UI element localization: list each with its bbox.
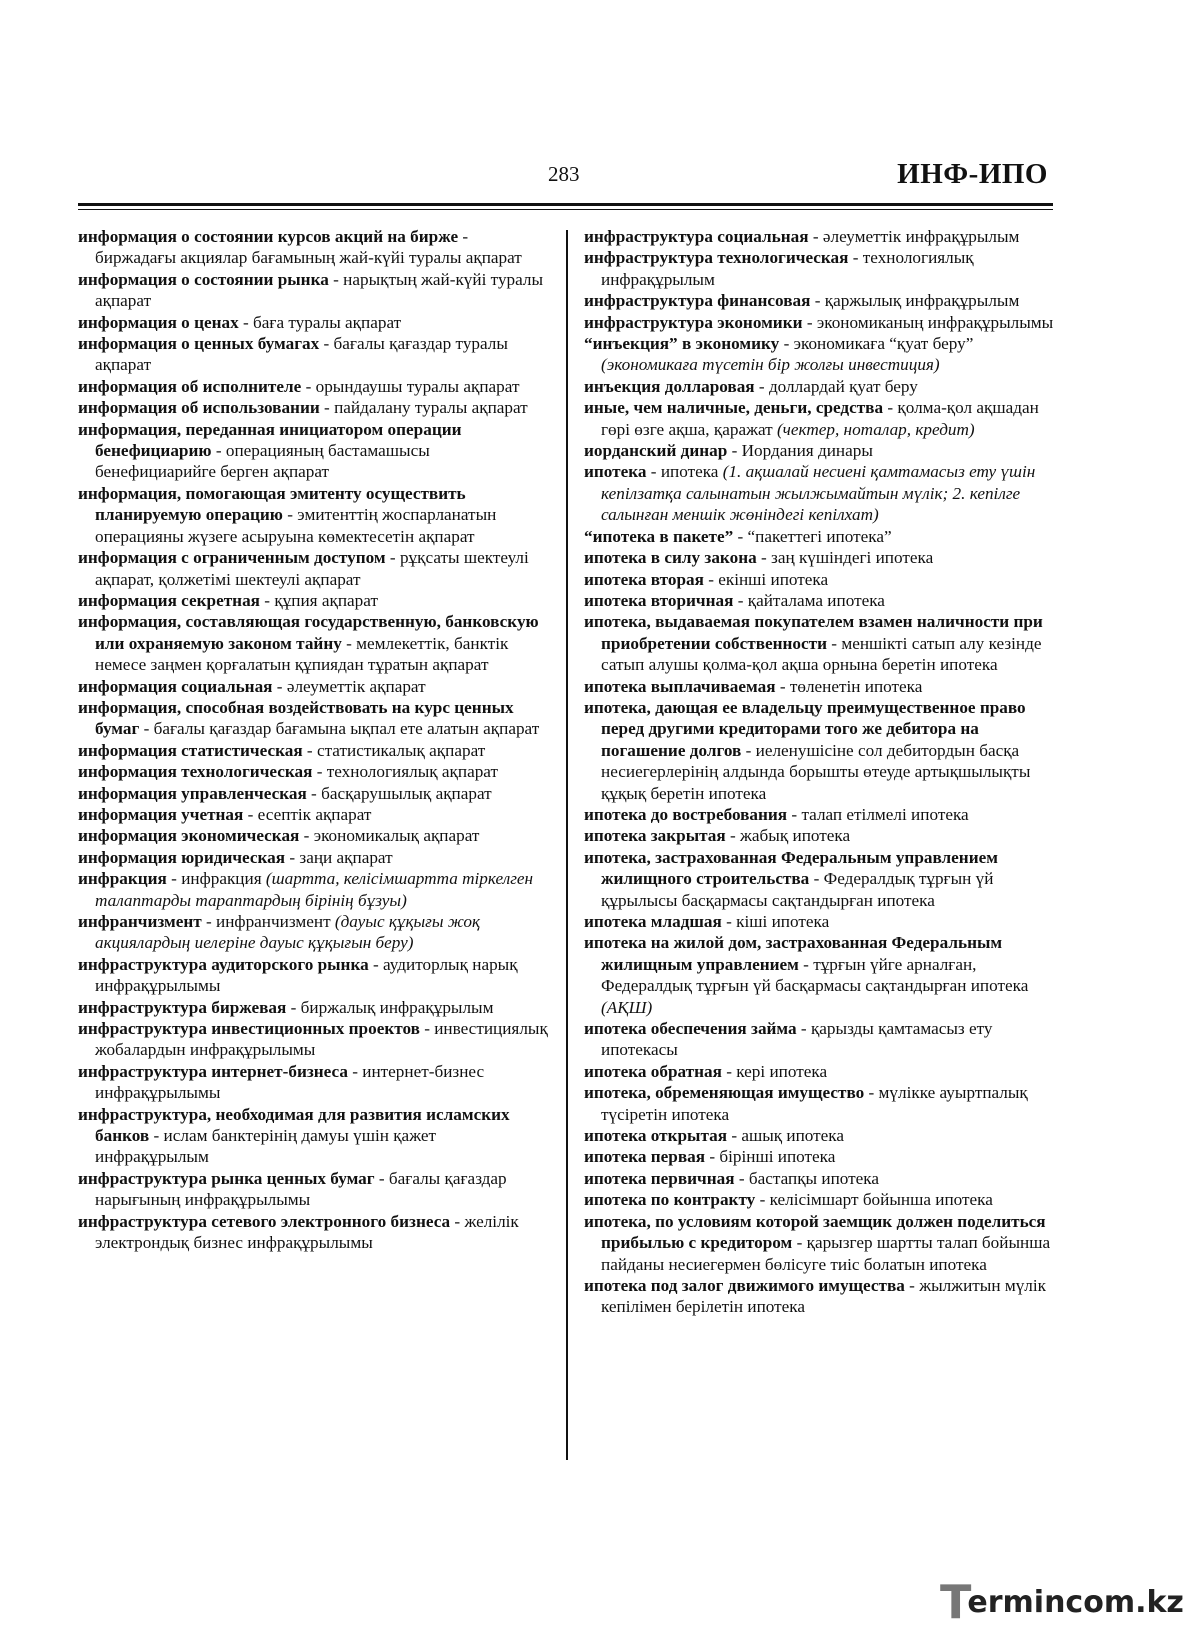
entry-separator: - — [721, 1061, 737, 1081]
entry-translation: қаржылық инфрақұрылым — [824, 291, 1020, 311]
entry-separator: - — [705, 1147, 720, 1167]
entry-translation: иеленушісіне сол дебитордын басқа несиегерлерінің алдында борышты өтеуде артықшылықты құқық беретін ипотека — [601, 740, 1031, 803]
entry-translation: бағалы қағаздар туралы ақпарат — [95, 334, 508, 375]
entry-separator: - — [419, 1019, 435, 1039]
entry-translation: келісімшарт бойынша ипотека — [769, 1190, 993, 1210]
entry-separator: - — [756, 548, 772, 568]
entry-translation: құпия ақпарат — [274, 590, 378, 610]
header-rule-thick — [78, 203, 1053, 206]
entry-term: “инъекция” в экономику — [584, 334, 780, 354]
entry-term: ипотека — [584, 462, 647, 482]
header-rule-thin — [78, 209, 1053, 210]
entry-separator: - — [374, 1168, 389, 1188]
dictionary-entry — [584, 1082, 1054, 1125]
entry-term: информация о ценных бумагах — [78, 334, 320, 354]
entry-separator: - — [301, 376, 316, 396]
entry-term: инфраструктура технологическая — [584, 248, 849, 268]
dictionary-entry — [78, 333, 548, 376]
entry-translation: инфранчизмент — [216, 912, 335, 931]
entry-translation: бастапқы ипотека — [748, 1168, 880, 1188]
column-divider — [566, 230, 568, 1460]
entry-separator: - — [808, 227, 823, 246]
dictionary-entry — [78, 269, 548, 312]
entry-separator: - — [306, 783, 322, 803]
dictionary-entry — [78, 419, 548, 483]
dictionary-entry — [78, 590, 548, 611]
entry-term: информация управленческая — [78, 783, 307, 803]
dictionary-entry — [584, 440, 1054, 461]
dictionary-entry — [584, 611, 1054, 675]
entry-translation: пайдалану туралы ақпарат — [334, 398, 528, 418]
dictionary-entry — [584, 911, 1054, 932]
dictionary-entry — [78, 697, 548, 740]
entry-separator: - — [848, 248, 863, 268]
entry-separator: - — [741, 740, 756, 760]
entry-note: (АҚШ) — [601, 997, 653, 1017]
entry-separator: - — [883, 398, 898, 418]
dictionary-entry — [584, 1125, 1054, 1146]
dictionary-entry — [584, 312, 1054, 333]
dictionary-entry — [78, 376, 548, 397]
dictionary-entry — [78, 1168, 548, 1211]
entry-translation: қайталама ипотека — [747, 590, 885, 610]
dictionary-entry — [78, 1018, 548, 1061]
entry-separator: - — [458, 227, 469, 246]
entry-separator: - — [149, 1126, 164, 1146]
entry-separator: - — [312, 762, 327, 782]
entry-term: ипотека первичная — [584, 1168, 735, 1188]
entry-separator: - — [798, 954, 814, 974]
entry-term: информация об исполнителе — [78, 376, 302, 396]
entry-separator: - — [299, 826, 314, 846]
entry-translation: доллардай қуат беру — [768, 376, 918, 396]
page-number: 283 — [548, 162, 580, 186]
entry-separator: - — [864, 1083, 879, 1103]
dictionary-entry — [584, 1168, 1054, 1189]
entry-translation: қарызгер шартты талап бойынша пайданы несиегермен бөлісуге тиіс болатын ипотека — [601, 1233, 1051, 1274]
dictionary-entry — [584, 333, 1054, 376]
entry-translation: Иордания динары — [741, 441, 873, 461]
entry-translation: екінші ипотека — [718, 569, 829, 589]
entry-separator: - — [727, 1126, 742, 1146]
entry-term: инъекция долларовая — [584, 376, 755, 396]
entry-translation: басқарушылық ақпарат — [321, 783, 492, 803]
entry-term: ипотека в силу закона — [584, 548, 757, 568]
entry-translation: экономикаға “қуат беру” — [793, 334, 974, 354]
entry-separator: - — [754, 376, 769, 396]
entry-note: (экономикаға түсетін бір жолғы инвестиция) — [601, 355, 940, 375]
entry-term: иные, чем наличные, деньги, средства — [584, 398, 884, 418]
dictionary-entry — [78, 911, 548, 954]
entry-term: инфраструктура экономики — [584, 312, 803, 332]
entry-term: ипотека, дающая ее владельцу преимущественное право перед другими кредиторами того же дебитора на погашение долгов — [584, 697, 1026, 760]
dictionary-entry — [78, 312, 548, 333]
entry-term: информация, способная воздействовать на курс ценных бумаг — [78, 697, 514, 739]
entry-term: ипотека обратная — [584, 1061, 722, 1081]
entry-separator: - — [238, 312, 254, 332]
entry-separator: - — [201, 912, 217, 931]
dictionary-entry — [584, 804, 1054, 825]
entry-term: ипотека закрытая — [584, 826, 726, 846]
dictionary-entry — [78, 483, 548, 547]
entry-term: инфраструктура рынка ценных бумаг — [78, 1168, 375, 1188]
entry-separator: - — [341, 633, 357, 653]
entry-translation: статистикалық ақпарат — [316, 740, 486, 760]
entry-translation: рұқсаты шектеулі ақпарат, қолжетімі шектеулі ақпарат — [95, 548, 529, 589]
entry-term: инфраструктура сетевого электронного бизнеса — [78, 1211, 451, 1231]
entry-term: ипотека, обременяющая имущество — [584, 1083, 865, 1103]
entry-separator: - — [725, 826, 741, 846]
entry-separator: - — [733, 526, 748, 546]
entry-translation: интернет-бизнес инфрақұрылымы — [95, 1061, 485, 1103]
entry-separator: - — [733, 590, 748, 610]
entry-translation: баға туралы ақпарат — [253, 312, 402, 332]
entry-translation: жылжитын мүлік кепілімен берілетін ипотека — [601, 1275, 1046, 1317]
entry-separator: - — [302, 740, 317, 760]
entry-translation: инфракция — [181, 869, 266, 889]
entry-translation: қолма-қол ақшадан гөрі өзге ақша, қаражат — [601, 398, 1039, 439]
entry-separator: - — [755, 1190, 770, 1210]
dictionary-entry — [584, 526, 1054, 547]
entry-term: информация о ценах — [78, 312, 239, 332]
dictionary-entry — [78, 783, 548, 804]
entry-term: “ипотека в пакете” — [584, 526, 734, 546]
dictionary-entry — [584, 825, 1054, 846]
entry-term: инфраструктура финансовая — [584, 291, 811, 311]
entry-translation: мемлекеттік, банктік немесе заңмен қорғалатын құпиядан тұратын ақпарат — [95, 633, 509, 675]
entry-separator: - — [810, 291, 825, 311]
entry-term: ипотека обеспечения займа — [584, 1019, 797, 1039]
entry-separator: - — [787, 804, 802, 824]
entry-translation: талап етілмелі ипотека — [801, 804, 969, 824]
entry-translation: мүлікке ауыртпалық түсіретін ипотека — [601, 1083, 1028, 1124]
entry-note: (дауыс құқығы жоқ акциялардың иелеріне дауыс құқығын беру) — [95, 912, 481, 953]
entry-separator: - — [827, 633, 842, 653]
entry-separator: - — [139, 719, 154, 739]
entry-translation: әлеуметтік ақпарат — [286, 676, 426, 696]
entry-separator: - — [319, 334, 334, 354]
entry-separator: - — [319, 398, 335, 418]
entry-term: инфраструктура интернет-бизнеса — [78, 1061, 348, 1081]
entry-translation: ашық ипотека — [741, 1126, 845, 1146]
entry-translation: “пакеттегі ипотека” — [747, 526, 892, 546]
entry-separator: - — [347, 1061, 363, 1081]
entry-term: информация технологическая — [78, 762, 313, 782]
logo-mark: T — [940, 1575, 972, 1629]
entry-separator: - — [721, 912, 737, 931]
entry-term: информация учетная — [78, 804, 244, 824]
entry-translation: қарызды қамтамасыз ету ипотекасы — [601, 1019, 993, 1060]
entry-separator: - — [259, 590, 275, 610]
entry-separator: - — [282, 505, 298, 525]
entry-translation: ислам банктерінің дамуы үшін қажет инфрақұрылым — [95, 1126, 436, 1167]
entry-term: информация юридическая — [78, 847, 286, 867]
entry-term: инфраструктура социальная — [584, 227, 809, 246]
entry-term: ипотека до востребования — [584, 804, 788, 824]
entry-translation: биржадағы акциялар бағамының жай-күйі туралы ақпарат — [95, 248, 522, 268]
entry-translation: әлеуметтік инфрақұрылым — [822, 227, 1020, 246]
dictionary-entry — [584, 1189, 1054, 1210]
entry-term: ипотека на жилой дом, застрахованная Федеральным жилищным управлением — [584, 933, 1003, 974]
entry-separator: - — [368, 954, 384, 974]
entry-note: (1. ақшалай несиені қамтамасыз ету үшін кепілзатқа салынатын жылжымайтын мүлік; 2. кепілге салынған меншік жөніндегі кепілхат) — [601, 462, 1036, 525]
entry-note: (чектер, ноталар, кредит) — [776, 419, 975, 439]
dictionary-entry — [584, 1211, 1054, 1275]
entry-term: ипотека по контракту — [584, 1190, 756, 1210]
entry-term: информация о состоянии курсов акций на бирже — [78, 227, 459, 246]
entry-translation: бағалы қағаздар бағамына ықпал ете алатын ақпарат — [153, 719, 540, 739]
entry-translation: жабық ипотека — [740, 826, 851, 846]
entry-term: информация, составляющая государственную, банковскую или охраняемую законом тайну — [78, 612, 539, 653]
entry-translation: биржалық инфрақұрылым — [300, 997, 494, 1017]
dictionary-entry — [78, 611, 548, 675]
entry-term: ипотека младшая — [584, 912, 722, 931]
entry-term: инфраструктура, необходимая для развития исламских банков — [78, 1104, 510, 1146]
dictionary-entry — [584, 376, 1054, 397]
dictionary-entry — [584, 1061, 1054, 1082]
dictionary-entry — [78, 868, 548, 911]
dictionary-entry — [584, 1275, 1054, 1318]
entry-term: информация с ограниченным доступом — [78, 548, 386, 568]
right-column — [584, 226, 1054, 1318]
entry-translation: заңи ақпарат — [299, 847, 393, 867]
entry-separator: - — [272, 676, 287, 696]
entry-translation: нарықтың жай-күйі туралы ақпарат — [95, 269, 544, 311]
logo-text: ermincom.kz — [967, 1584, 1184, 1620]
entry-translation: бағалы қағаздар нарығының инфрақұрылымы — [95, 1168, 507, 1210]
entry-separator: - — [166, 869, 182, 889]
running-head: ИНФ-ИПО — [897, 158, 1048, 190]
entry-separator: - — [211, 441, 226, 461]
entry-translation: кері ипотека — [736, 1061, 828, 1081]
entry-translation: аудиторлық нарық инфрақұрылымы — [95, 954, 518, 996]
dictionary-entry — [78, 847, 548, 868]
entry-term: инфраструктура биржевая — [78, 997, 287, 1017]
dictionary-entry — [584, 932, 1054, 1018]
entry-term: ипотека вторая — [584, 569, 704, 589]
entry-term: информация, помогающая эмитенту осуществить планируемую операцию — [78, 483, 466, 525]
entry-separator: - — [385, 548, 400, 568]
dictionary-entry — [584, 226, 1054, 247]
entry-term: инфракция — [78, 869, 167, 889]
dictionary-entry — [584, 461, 1054, 525]
dictionary-entry — [584, 847, 1054, 911]
entry-separator: - — [450, 1211, 465, 1231]
dictionary-entry — [78, 547, 548, 590]
entry-separator: - — [703, 569, 719, 589]
dictionary-entry — [78, 1211, 548, 1254]
dictionary-entry — [78, 954, 548, 997]
entry-translation: орындаушы туралы ақпарат — [315, 376, 520, 396]
entry-separator: - — [285, 847, 300, 867]
entry-translation: меншікті сатып алу кезінде сатып алушы қолма-қол ақша орнына беретін ипотека — [601, 633, 1042, 675]
entry-translation: эмитенттің жоспарланатын операцияны жүзеге асыруына көмектесетін ақпарат — [95, 505, 497, 546]
entry-separator: - — [328, 269, 344, 289]
entry-translation: тұрғын үйге арналған, Федералдық тұрғын үй басқармасы сақтандырған ипотека — [601, 954, 1029, 996]
entry-translation: төленетін ипотека — [789, 676, 923, 696]
entry-separator: - — [802, 312, 817, 332]
entry-term: ипотека открытая — [584, 1126, 728, 1146]
entry-translation: технологиялық ақпарат — [326, 762, 498, 782]
entry-term: информация социальная — [78, 676, 273, 696]
entry-translation: инвестициялық жобалардын инфрақұрылымы — [95, 1019, 548, 1060]
entry-translation: есептік ақпарат — [257, 804, 372, 824]
dictionary-entry — [584, 290, 1054, 311]
entry-translation: технологиялық инфрақұрылым — [601, 248, 974, 289]
dictionary-entry — [78, 997, 548, 1018]
entry-separator: - — [286, 997, 301, 1017]
dictionary-entry — [584, 697, 1054, 804]
entry-term: ипотека, выдаваемая покупателем взамен наличности при приобретении собственности — [584, 612, 1043, 653]
termincom-logo — [940, 1575, 1184, 1629]
entry-term: информация секретная — [78, 590, 260, 610]
dictionary-entry — [78, 676, 548, 697]
dictionary-entry — [78, 825, 548, 846]
entry-separator: - — [779, 334, 794, 354]
entry-translation: операцияның бастамашысы бенефициарийге берген ақпарат — [95, 441, 430, 482]
entry-term: инфранчизмент — [78, 912, 202, 931]
dictionary-entry — [78, 226, 548, 269]
dictionary-entry — [584, 676, 1054, 697]
entry-separator: - — [796, 1019, 811, 1039]
entry-translation: кіші ипотека — [736, 912, 830, 931]
entry-term: информация статистическая — [78, 740, 303, 760]
entry-term: ипотека выплачиваемая — [584, 676, 776, 696]
entry-term: информация, переданная инициатором операции бенефициарию — [78, 419, 462, 461]
entry-term: инфраструктура аудиторского рынка — [78, 954, 369, 974]
entry-separator: - — [904, 1275, 920, 1295]
entry-term: информация об использовании — [78, 398, 320, 418]
dictionary-entry — [78, 1104, 548, 1168]
dictionary-entry — [584, 590, 1054, 611]
entry-translation: ипотека — [660, 462, 723, 482]
entry-translation: заң күшіндегі ипотека — [771, 548, 934, 568]
dictionary-entry — [78, 740, 548, 761]
dictionary-entry — [78, 1061, 548, 1104]
entry-term: ипотека вторичная — [584, 590, 734, 610]
entry-translation: экономикалық ақпарат — [313, 826, 480, 846]
dictionary-entry — [584, 569, 1054, 590]
entry-separator: - — [727, 441, 742, 461]
dictionary-entry — [584, 1018, 1054, 1061]
entry-separator: - — [734, 1168, 749, 1188]
dictionary-entry — [584, 247, 1054, 290]
left-column — [78, 226, 548, 1254]
entry-term: иорданский динар — [584, 441, 728, 461]
entry-separator: - — [775, 676, 790, 696]
entry-term: ипотека первая — [584, 1147, 706, 1167]
entry-separator: - — [809, 869, 824, 889]
entry-translation: экономиканың инфрақұрылымы — [816, 312, 1054, 332]
entry-term: информация о состоянии рынка — [78, 269, 329, 289]
dictionary-entry — [584, 547, 1054, 568]
entry-translation: Федералдық тұрғын үй құрылысы басқармасы сақтандырған ипотека — [601, 869, 994, 910]
entry-term: ипотека, по условиям которой заемщик должен поделиться прибылью с кредитором — [584, 1211, 1046, 1253]
entry-term: ипотека под залог движимого имущества — [584, 1275, 905, 1295]
entry-separator: - — [243, 804, 258, 824]
entry-translation: бірінші ипотека — [719, 1147, 836, 1167]
dictionary-entry — [584, 397, 1054, 440]
entry-term: информация экономическая — [78, 826, 300, 846]
entry-translation: желілік электрондық бизнес инфрақұрылымы — [95, 1211, 519, 1253]
dictionary-entry — [584, 1146, 1054, 1167]
entry-separator: - — [646, 462, 661, 482]
entry-separator: - — [792, 1233, 807, 1253]
entry-term: ипотека, застрахованная Федеральным управлением жилищного строительства — [584, 847, 998, 889]
dictionary-entry — [78, 397, 548, 418]
entry-term: инфраструктура инвестиционных проектов — [78, 1019, 420, 1039]
dictionary-entry — [78, 804, 548, 825]
dictionary-entry — [78, 761, 548, 782]
entry-note: (шартта, келісімшартта тіркелген талаптарды тараптардың бірінің бұзуы) — [95, 869, 534, 910]
